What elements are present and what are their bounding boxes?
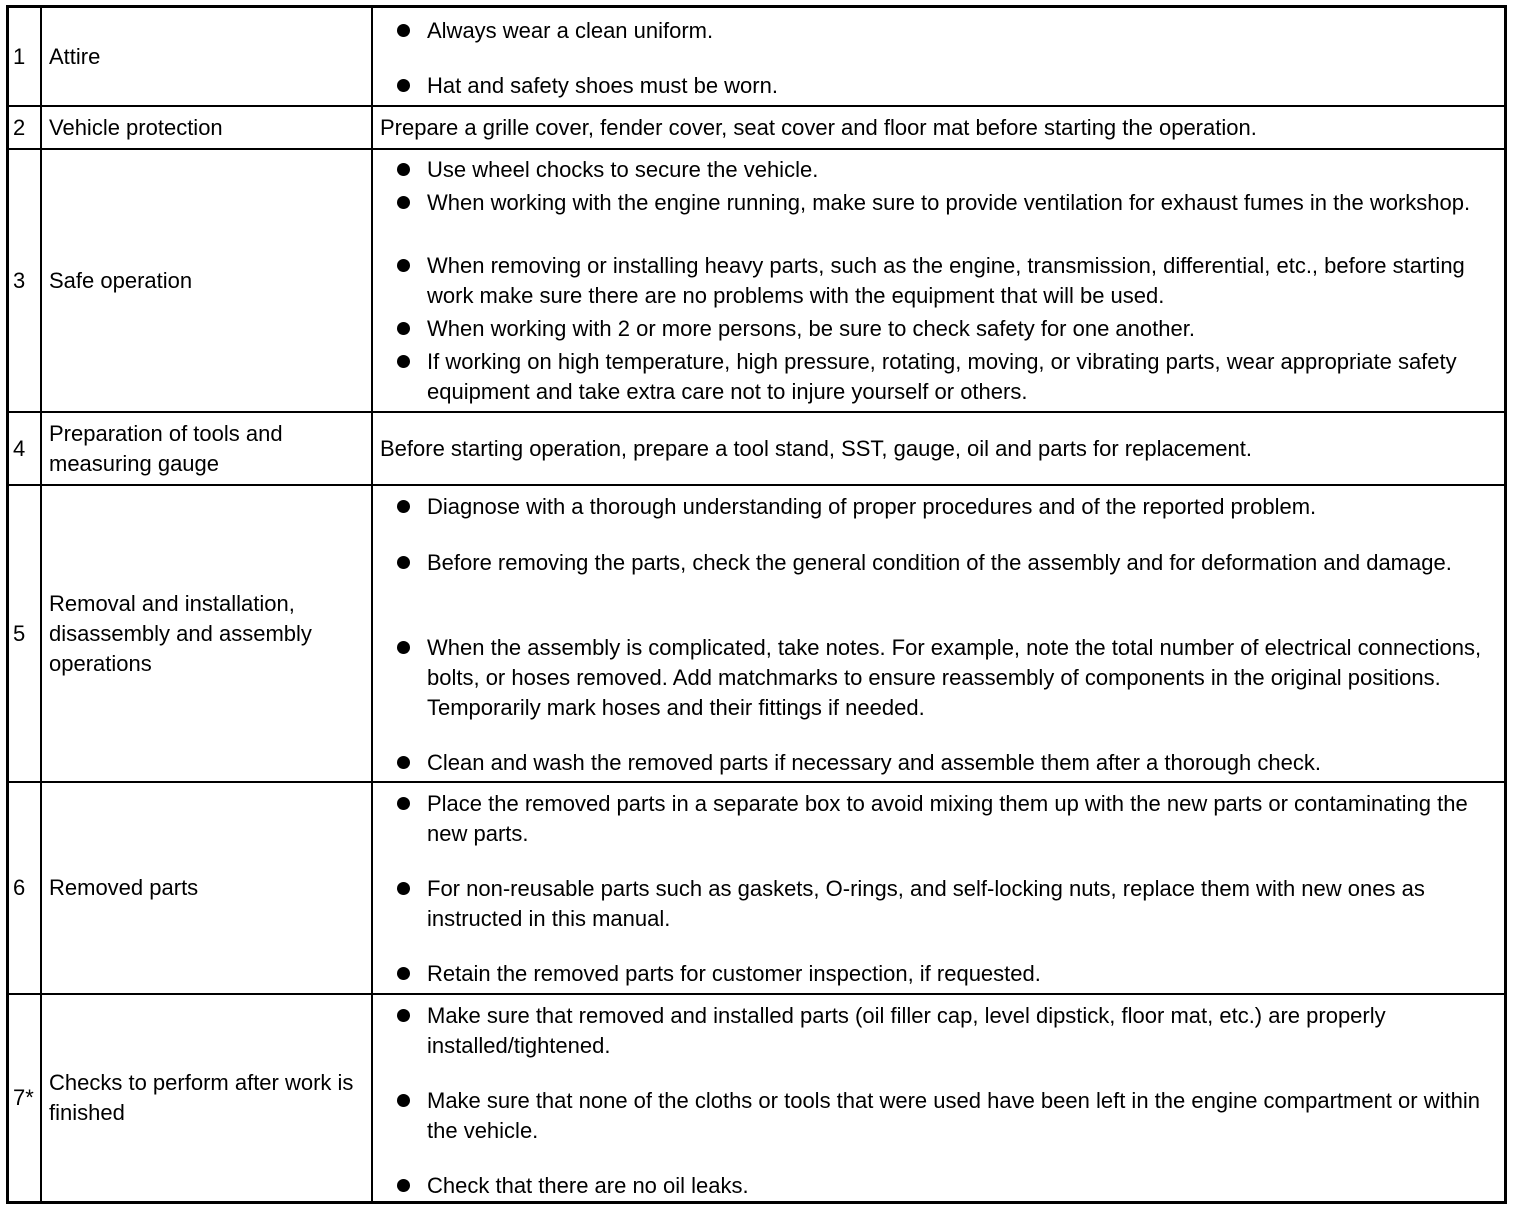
row-content [373, 150, 1504, 411]
precautions-table [6, 5, 1507, 1204]
row-label: Safe operation [42, 150, 373, 411]
bullet-item: Diagnose with a thorough understanding of proper procedures and of the reported problem. [373, 492, 1496, 522]
bullet-item: Make sure that none of the cloths or tools that were used have been left in the engine compartment or within the vehicle. [373, 1086, 1496, 1146]
bullet-item: Before removing the parts, check the general condition of the assembly and for deformation and damage. [373, 548, 1496, 578]
row-label: Removed parts [42, 783, 373, 993]
bullet-item: Clean and wash the removed parts if necessary and assemble them after a thorough check. [373, 748, 1496, 778]
bullet-item: If working on high temperature, high pressure, rotating, moving, or vibrating parts, wear appropriate safety equipment and take extra care not to injure yourself or others. [373, 347, 1496, 407]
bullet-item: When working with the engine running, make sure to provide ventilation for exhaust fumes in the workshop. [373, 188, 1496, 218]
bullet-item: Check that there are no oil leaks. [373, 1171, 1496, 1201]
table-row [9, 781, 1504, 993]
table-row [9, 105, 1504, 148]
bullet-item: Make sure that removed and installed parts (oil filler cap, level dipstick, floor mat, etc.) are properly installed/tightened. [373, 1001, 1496, 1061]
row-content [373, 995, 1504, 1201]
bullet-item: When working with 2 or more persons, be sure to check safety for one another. [373, 314, 1496, 344]
table-row [9, 8, 1504, 105]
row-content [373, 8, 1504, 105]
row-content: Prepare a grille cover, fender cover, seat cover and floor mat before starting the operation. [380, 114, 1257, 140]
bullet-item: Use wheel chocks to secure the vehicle. [373, 155, 1496, 185]
bullet-item: When the assembly is complicated, take notes. For example, note the total number of electrical connections, bolts, or hoses removed. Add matchmarks to ensure reassembly of components in the original positions. Temporarily mark hoses and their fittings if needed. [373, 633, 1496, 723]
row-number: 6 [9, 783, 42, 993]
row-number: 2 [9, 107, 42, 148]
table-row [9, 148, 1504, 411]
row-label: Vehicle protection [42, 107, 373, 148]
row-content [373, 486, 1504, 781]
row-number: 1 [9, 8, 42, 105]
row-label: Preparation of tools and measuring gauge [42, 413, 373, 484]
table-row [9, 411, 1504, 484]
row-label: Checks to perform after work is finished [42, 995, 373, 1201]
row-label: Removal and installation, disassembly and assembly operations [42, 486, 373, 781]
bullet-item: For non-reusable parts such as gaskets, O-rings, and self-locking nuts, replace them with new ones as instructed in this manual. [373, 874, 1496, 934]
row-number: 3 [9, 150, 42, 411]
table-row [9, 993, 1504, 1201]
bullet-item: When removing or installing heavy parts, such as the engine, transmission, differential, etc., before starting work make sure there are no problems with the equipment that will be used. [373, 251, 1496, 311]
row-content [373, 783, 1504, 993]
row-number: 7* [9, 995, 42, 1201]
row-number: 4 [9, 413, 42, 484]
row-content: Before starting operation, prepare a tool stand, SST, gauge, oil and parts for replacement. [380, 435, 1252, 461]
row-label: Attire [42, 8, 373, 105]
row-number: 5 [9, 486, 42, 781]
bullet-item: Hat and safety shoes must be worn. [373, 71, 1496, 101]
bullet-item: Always wear a clean uniform. [373, 16, 1496, 46]
bullet-item: Place the removed parts in a separate box to avoid mixing them up with the new parts or contaminating the new parts. [373, 789, 1496, 849]
bullet-item: Retain the removed parts for customer inspection, if requested. [373, 959, 1496, 989]
table-row [9, 484, 1504, 781]
